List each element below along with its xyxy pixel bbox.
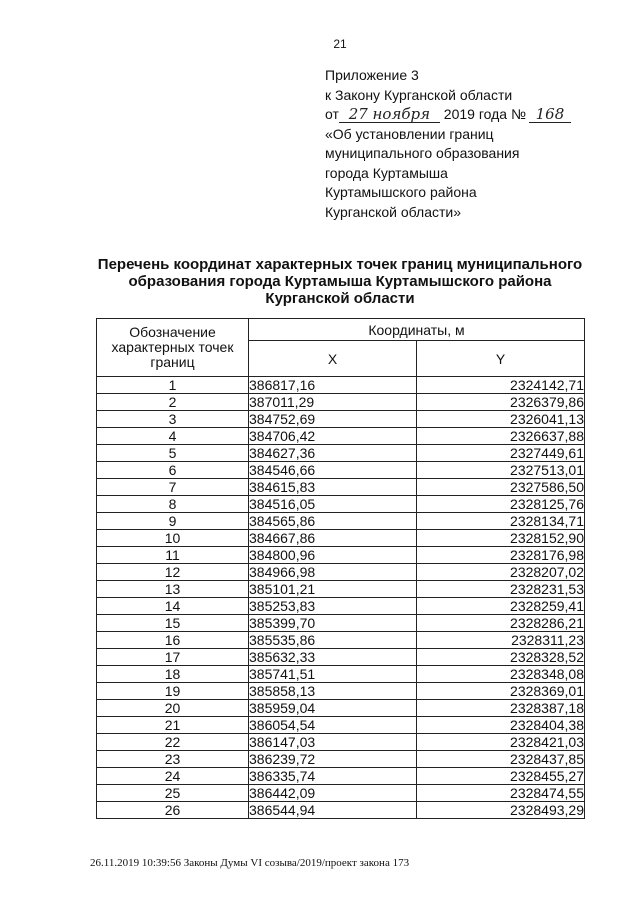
y-coordinate-cell: 2326379,86 <box>417 394 585 411</box>
y-coordinate-cell: 2328404,38 <box>417 717 585 734</box>
y-coordinate-cell: 2328286,21 <box>417 615 585 632</box>
handwritten-date: 27 ноября <box>339 107 440 123</box>
annex-title: Приложение 3 <box>325 67 419 83</box>
y-coordinate-cell: 2328328,52 <box>417 649 585 666</box>
point-number-cell: 22 <box>97 734 249 751</box>
table-row <box>97 377 585 394</box>
header-x: X <box>249 341 417 377</box>
table-row <box>97 547 585 564</box>
x-coordinate-cell: 385632,33 <box>249 649 417 666</box>
point-number-cell: 14 <box>97 598 249 615</box>
table-row <box>97 802 585 819</box>
table-row <box>97 411 585 428</box>
y-coordinate-cell: 2328152,90 <box>417 530 585 547</box>
x-coordinate-cell: 385399,70 <box>249 615 417 632</box>
table-row <box>97 717 585 734</box>
table-row <box>97 445 585 462</box>
point-number-cell: 7 <box>97 479 249 496</box>
x-coordinate-cell: 385741,51 <box>249 666 417 683</box>
point-number-cell: 3 <box>97 411 249 428</box>
x-coordinate-cell: 384615,83 <box>249 479 417 496</box>
y-coordinate-cell: 2328134,71 <box>417 513 585 530</box>
y-coordinate-cell: 2328369,01 <box>417 683 585 700</box>
table-row <box>97 751 585 768</box>
header-y: Y <box>417 341 585 377</box>
table-row <box>97 428 585 445</box>
y-coordinate-cell: 2327449,61 <box>417 445 585 462</box>
x-coordinate-cell: 386544,94 <box>249 802 417 819</box>
x-coordinate-cell: 384966,98 <box>249 564 417 581</box>
x-coordinate-cell: 386335,74 <box>249 768 417 785</box>
x-coordinate-cell: 384516,05 <box>249 496 417 513</box>
x-coordinate-cell: 386054,54 <box>249 717 417 734</box>
point-number-cell: 12 <box>97 564 249 581</box>
header-point-line-2: характерных точек <box>111 339 234 355</box>
table-row <box>97 513 585 530</box>
x-coordinate-cell: 384565,86 <box>249 513 417 530</box>
point-number-cell: 6 <box>97 462 249 479</box>
table-row <box>97 564 585 581</box>
point-number-cell: 18 <box>97 666 249 683</box>
point-number-cell: 9 <box>97 513 249 530</box>
y-coordinate-cell: 2328455,27 <box>417 768 585 785</box>
table-row <box>97 462 585 479</box>
annex-law-reference: к Закону Курганской области <box>325 86 513 103</box>
y-coordinate-cell: 2327513,01 <box>417 462 585 479</box>
title-line-2: образования города Куртамыша Куртамышского района <box>128 273 552 290</box>
table-row <box>97 394 585 411</box>
law-name-line-1: «Об установлении границ <box>325 125 494 142</box>
point-number-cell: 16 <box>97 632 249 649</box>
year-text: 2019 года № <box>443 106 526 122</box>
y-coordinate-cell: 2328259,41 <box>417 598 585 615</box>
table-row <box>97 496 585 513</box>
table-row <box>97 632 585 649</box>
x-coordinate-cell: 386147,03 <box>249 734 417 751</box>
annex-header <box>325 66 625 222</box>
x-coordinate-cell: 385535,86 <box>249 632 417 649</box>
point-number-cell: 13 <box>97 581 249 598</box>
y-coordinate-cell: 2327586,50 <box>417 479 585 496</box>
title-line-3: Курганской области <box>265 290 415 307</box>
y-coordinate-cell: 2326041,13 <box>417 411 585 428</box>
point-number-cell: 11 <box>97 547 249 564</box>
law-name-line-5: Курганской области» <box>325 203 462 220</box>
table-row <box>97 581 585 598</box>
y-coordinate-cell: 2328387,18 <box>417 700 585 717</box>
y-coordinate-cell: 2328437,85 <box>417 751 585 768</box>
table-row <box>97 734 585 751</box>
header-coordinates: Координаты, м <box>249 319 585 341</box>
table-row <box>97 768 585 785</box>
law-name-line-4: Куртамышского района <box>325 184 477 200</box>
x-coordinate-cell: 384800,96 <box>249 547 417 564</box>
y-coordinate-cell: 2328348,08 <box>417 666 585 683</box>
point-number-cell: 23 <box>97 751 249 768</box>
point-number-cell: 21 <box>97 717 249 734</box>
point-number-cell: 17 <box>97 649 249 666</box>
x-coordinate-cell: 386442,09 <box>249 785 417 802</box>
y-coordinate-cell: 2328125,76 <box>417 496 585 513</box>
point-number-cell: 25 <box>97 785 249 802</box>
table-row <box>97 683 585 700</box>
y-coordinate-cell: 2328493,29 <box>417 802 585 819</box>
x-coordinate-cell: 386817,16 <box>249 377 417 394</box>
point-number-cell: 20 <box>97 700 249 717</box>
point-number-cell: 10 <box>97 530 249 547</box>
y-coordinate-cell: 2328207,02 <box>417 564 585 581</box>
document-title <box>40 256 640 307</box>
x-coordinate-cell: 384627,36 <box>249 445 417 462</box>
x-coordinate-cell: 385858,13 <box>249 683 417 700</box>
x-coordinate-cell: 385253,83 <box>249 598 417 615</box>
x-coordinate-cell: 384706,42 <box>249 428 417 445</box>
y-coordinate-cell: 2324142,71 <box>417 377 585 394</box>
table-body <box>97 377 585 819</box>
table-row <box>97 649 585 666</box>
point-number-cell: 26 <box>97 802 249 819</box>
y-coordinate-cell: 2328231,53 <box>417 581 585 598</box>
x-coordinate-cell: 386239,72 <box>249 751 417 768</box>
handwritten-law-number: 168 <box>529 107 571 123</box>
point-number-cell: 24 <box>97 768 249 785</box>
table-row <box>97 615 585 632</box>
y-coordinate-cell: 2328176,98 <box>417 547 585 564</box>
header-point-line-3: границ <box>150 354 195 370</box>
annex-date-line <box>325 105 625 125</box>
title-line-1: Перечень координат характерных точек границ муниципального <box>97 256 583 273</box>
point-number-cell: 2 <box>97 394 249 411</box>
page-number: 21 <box>333 37 347 51</box>
header-point-line-1: Обозначение <box>129 324 216 340</box>
footer-stamp: 26.11.2019 10:39:56 Законы Думы VI созыва/2019/проект закона 173 <box>90 857 410 869</box>
x-coordinate-cell: 387011,29 <box>249 394 417 411</box>
y-coordinate-cell: 2326637,88 <box>417 428 585 445</box>
table-row <box>97 479 585 496</box>
x-coordinate-cell: 384546,66 <box>249 462 417 479</box>
point-number-cell: 1 <box>97 377 249 394</box>
point-number-cell: 8 <box>97 496 249 513</box>
table-row <box>97 666 585 683</box>
point-number-cell: 4 <box>97 428 249 445</box>
x-coordinate-cell: 385101,21 <box>249 581 417 598</box>
y-coordinate-cell: 2328311,23 <box>417 632 585 649</box>
y-coordinate-cell: 2328421,03 <box>417 734 585 751</box>
header-point-designation <box>97 319 249 377</box>
law-name-line-2: муниципального образования <box>325 145 520 161</box>
table-row <box>97 598 585 615</box>
date-prefix: от <box>325 106 339 122</box>
x-coordinate-cell: 385959,04 <box>249 700 417 717</box>
y-coordinate-cell: 2328474,55 <box>417 785 585 802</box>
point-number-cell: 19 <box>97 683 249 700</box>
x-coordinate-cell: 384667,86 <box>249 530 417 547</box>
point-number-cell: 15 <box>97 615 249 632</box>
x-coordinate-cell: 384752,69 <box>249 411 417 428</box>
point-number-cell: 5 <box>97 445 249 462</box>
law-name-line-3: города Куртамыша <box>325 164 448 181</box>
table-row <box>97 530 585 547</box>
coordinates-table <box>96 318 585 819</box>
table-row <box>97 700 585 717</box>
table-row <box>97 785 585 802</box>
